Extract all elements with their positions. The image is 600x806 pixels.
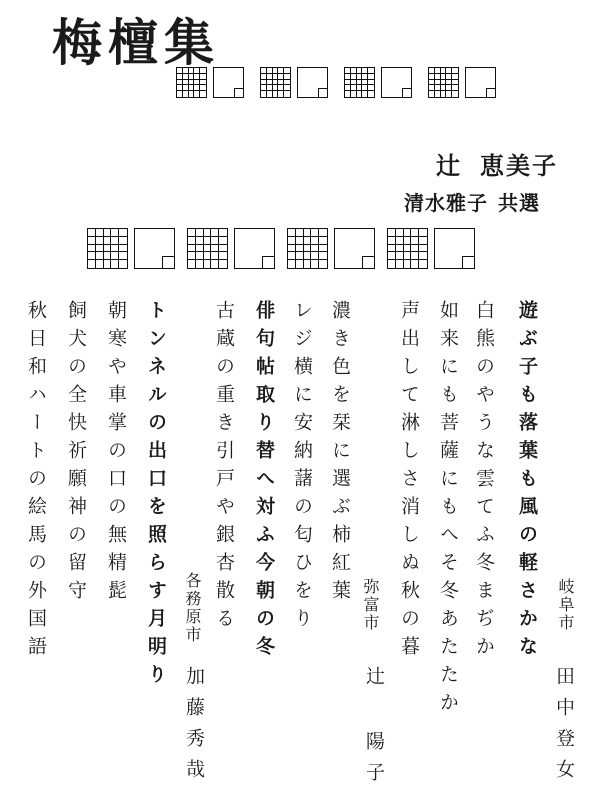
poem-10: 朝寒や車掌の口の無精髭 (105, 300, 127, 608)
grid-box-ornament (187, 228, 228, 269)
poem-9-featured: トンネルの出口を照らす月明り (145, 300, 167, 692)
grid-box-ornament (428, 67, 459, 98)
plain-box-ornament (334, 228, 375, 269)
poem-4: 声出して淋しさ消しぬ秋の暮 (398, 300, 420, 664)
selector-name (436, 146, 558, 181)
grid-box-ornament (176, 67, 207, 98)
plain-box-ornament (234, 228, 275, 269)
author-location: 弥富市 (361, 578, 380, 632)
plain-box-ornament (134, 228, 175, 269)
selector-given-name: 恵美子 (480, 152, 558, 180)
poem-8: 古蔵の重き引戸や銀杏散る (213, 300, 235, 636)
poem-11: 飼犬の全快祈願神の留守 (65, 300, 87, 608)
plain-box-ornament (465, 67, 496, 98)
plain-box-ornament (213, 67, 244, 98)
author-location: 岐阜市 (556, 578, 575, 632)
decorative-grid-border-bottom (87, 228, 481, 269)
grid-box-ornament (287, 228, 328, 269)
coselector-line (404, 187, 540, 216)
author-location: 各務原市 (183, 572, 202, 644)
coselector-suffix: 共選 (498, 191, 540, 215)
grid-box-ornament (260, 67, 291, 98)
selector-surname: 辻 (436, 152, 462, 180)
author-name: 加藤秀哉 (183, 666, 205, 790)
poem-3: 如来にも菩薩にもへそ冬あたたか (437, 300, 459, 720)
page-title: 梅檀集 (52, 14, 220, 72)
poem-7-featured: 俳句帖取り替へ対ふ今朝の冬 (253, 300, 275, 664)
poem-6: レジ横に安納藷の匂ひをり (291, 300, 313, 636)
plain-box-ornament (297, 67, 328, 98)
author-name: 辻 陽子 (363, 666, 385, 793)
poem-2: 白熊のやうな雲てふ冬まぢか (473, 300, 495, 664)
poem-5: 濃き色を栞に選ぶ柿紅葉 (329, 300, 351, 608)
grid-box-ornament (87, 228, 128, 269)
author-name: 田中登女 (553, 666, 575, 790)
plain-box-ornament (434, 228, 475, 269)
decorative-grid-border-top (176, 67, 502, 98)
poem-12: 秋日和ハートの絵馬の外国語 (25, 300, 47, 664)
grid-box-ornament (344, 67, 375, 98)
coselector-name: 清水雅子 (404, 191, 488, 215)
poem-1-featured: 遊ぶ子も落葉も風の軽さかな (516, 300, 538, 664)
grid-box-ornament (387, 228, 428, 269)
plain-box-ornament (381, 67, 412, 98)
